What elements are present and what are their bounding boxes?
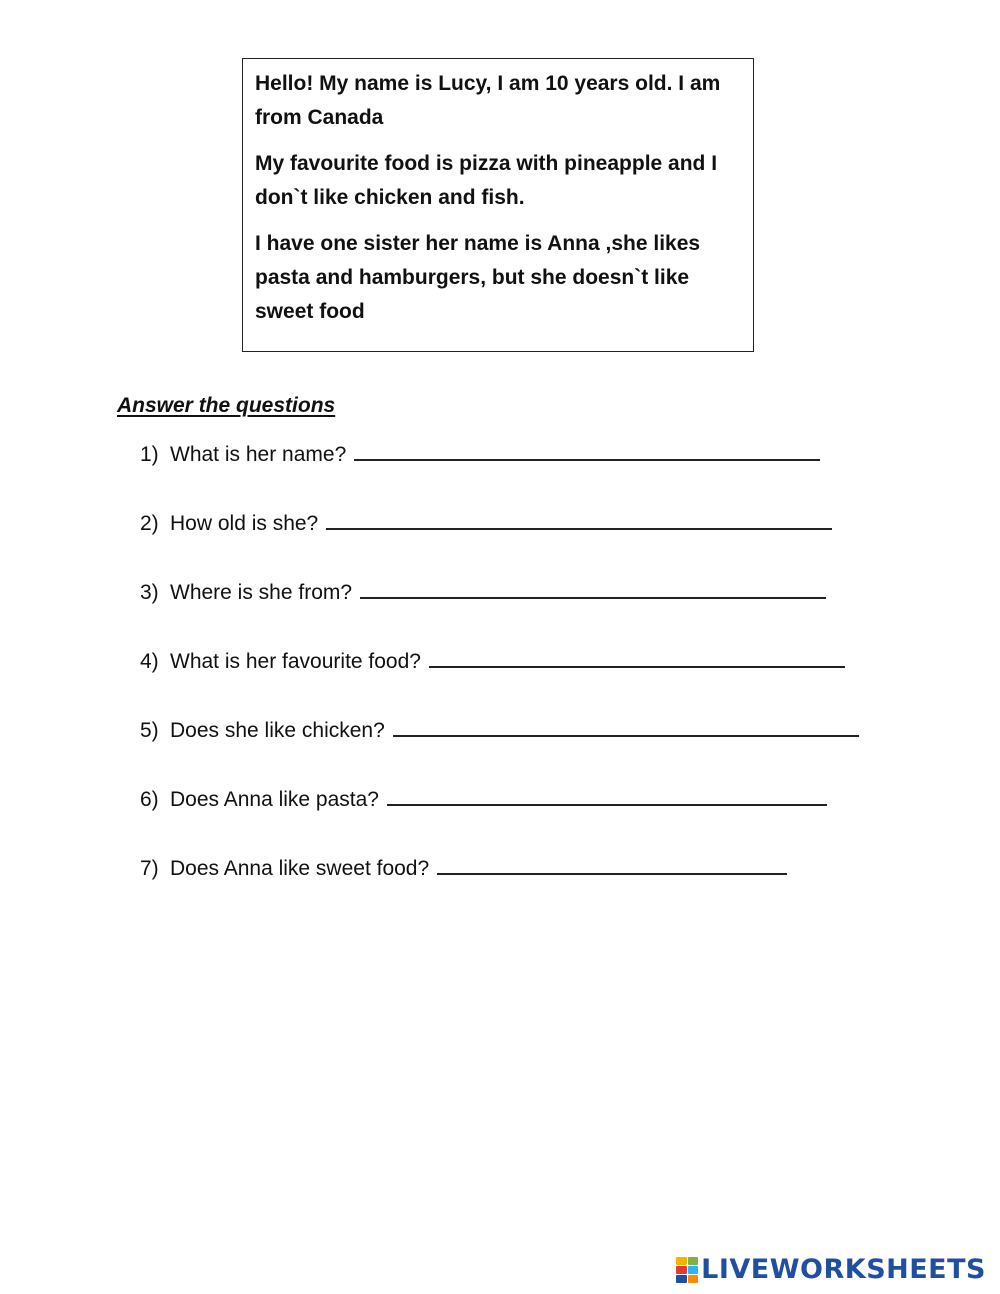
reading-paragraph-sister: I have one sister her name is Anna ,she likes pasta and hamburgers, but she doesn`t like sweet food	[255, 232, 701, 323]
liveworksheets-logo	[676, 1253, 986, 1287]
question-text: Where is she from?	[170, 581, 353, 604]
question-number: 2)	[140, 512, 159, 535]
reading-paragraph-intro: Hello! My name is Lucy, I am 10 years old. I am from Canada	[255, 72, 721, 129]
question-item-5	[140, 713, 859, 782]
question-text: Does Anna like sweet food?	[170, 857, 430, 880]
reading-paragraph-food: My favourite food is pizza with pineapple and I don`t like chicken and fish.	[255, 152, 718, 209]
answer-line-5[interactable]	[393, 713, 859, 737]
question-text: What is her name?	[170, 443, 347, 466]
question-item-1	[140, 437, 859, 506]
question-text: How old is she?	[170, 512, 319, 535]
question-number: 5)	[140, 719, 159, 742]
question-number: 1)	[140, 443, 159, 466]
exercise-title: Answer the questions	[117, 394, 336, 417]
question-number: 7)	[140, 857, 159, 880]
question-item-3	[140, 575, 859, 644]
question-item-6	[140, 782, 859, 851]
question-text: Does Anna like pasta?	[170, 788, 379, 811]
question-item-2	[140, 506, 859, 575]
question-text: Does she like chicken?	[170, 719, 385, 742]
answer-line-6[interactable]	[387, 782, 827, 806]
question-item-4	[140, 644, 859, 713]
answer-line-4[interactable]	[429, 644, 845, 668]
question-number: 6)	[140, 788, 159, 811]
answer-line-3[interactable]	[360, 575, 826, 599]
answer-line-7[interactable]	[437, 851, 787, 875]
logo-text: LIVEWORKSHEETS	[701, 1254, 986, 1285]
answer-line-2[interactable]	[326, 506, 832, 530]
question-number: 4)	[140, 650, 159, 673]
question-text: What is her favourite food?	[170, 650, 421, 673]
question-list	[140, 437, 859, 920]
question-number: 3)	[140, 581, 159, 604]
liveworksheets-icon	[676, 1257, 698, 1283]
reading-text-box	[242, 58, 754, 352]
question-item-7	[140, 851, 859, 920]
answer-line-1[interactable]	[354, 437, 820, 461]
